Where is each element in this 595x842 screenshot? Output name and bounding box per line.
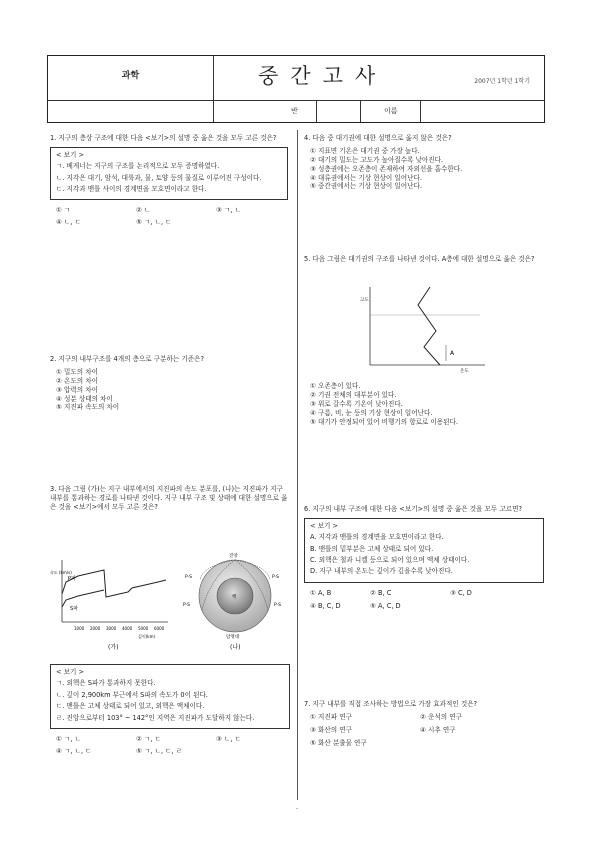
answer-choices [310, 589, 544, 611]
x-axis-label: 깊이(km) [138, 634, 156, 639]
header-divider [213, 100, 214, 122]
choice[interactable]: ③ 위로 갈수록 기온이 낮아진다. [310, 399, 403, 408]
bogi-item: ㄴ. 지각은 대기, 암석, 대륙과, 물, 토양 등의 물질로 이루어진 구성이다. [56, 173, 262, 182]
choice[interactable]: ② 온도의 차이 [56, 376, 98, 385]
choice[interactable]: ④ ㄴ, ㄷ [56, 218, 81, 227]
bogi-item: ㄱ. 외핵은 S파가 통과하지 못한다. [56, 679, 156, 688]
bogi-box [304, 518, 544, 583]
choice[interactable]: ④ 시추 연구 [420, 725, 456, 734]
header-row-divider [48, 100, 544, 101]
question-text: 5. 다음 그림은 대기권의 구조를 나타낸 것이다. A층에 대한 설명으로 옳은 것은? [304, 255, 535, 263]
x-tick: 5000 [138, 626, 149, 631]
choice[interactable]: ① ㄱ, ㄴ [56, 734, 81, 743]
atmosphere-temperature-graph [360, 283, 490, 373]
choice[interactable]: ③ ㄱ, ㄴ [216, 206, 241, 215]
choice[interactable]: ③ 성층권에는 오존층이 존재하여 자외선을 흡수한다. [310, 164, 463, 173]
bogi-box [50, 664, 290, 729]
choice[interactable]: ③ C, D [450, 588, 472, 597]
exam-date-info: 2007년 1학년 1학기 [474, 78, 530, 85]
choice[interactable]: ④ 성분 상태의 차이 [56, 394, 113, 403]
bogi-item: C. 외핵은 철과 니켈 등으로 되어 있으며 액체 상태이다. [310, 556, 470, 565]
choice[interactable]: ⑤ ㄱ, ㄴ, ㄷ, ㄹ [136, 746, 183, 755]
name-label: 이름 [384, 107, 398, 115]
globe-label-core: 핵 [232, 595, 237, 600]
choice[interactable]: ② 대기의 밀도는 고도가 높아질수록 낮아진다. [310, 155, 444, 164]
choice[interactable]: ① A, B [310, 588, 332, 597]
choice[interactable]: ① ㄱ [56, 206, 71, 215]
bogi-item: B. 맨틀의 밑부분은 고체 상태로 되어 있다. [310, 544, 434, 553]
y-axis-label: 고도 [360, 298, 369, 303]
choice[interactable]: ② 운석의 연구 [420, 712, 462, 721]
bogi-title: < 보기 > [56, 150, 84, 159]
question-text: 2. 지구의 내부구조를 4개의 층으로 구분하는 기준은? [50, 355, 204, 363]
question-7 [304, 700, 544, 748]
exam-title: 중간고사 [258, 64, 388, 88]
choice[interactable]: ② ㄴ [136, 206, 151, 215]
bogi-item: D. 지구 내부의 온도는 깊이가 깊을수록 낮아진다. [310, 567, 453, 576]
choice[interactable]: ⑤ 대기가 안정되어 있어 비행기의 항로로 이용된다. [310, 417, 458, 426]
column-divider [297, 130, 298, 800]
choice[interactable]: ④ 구름, 비, 눈 등의 기상 현상이 일어난다. [310, 408, 433, 417]
choice[interactable]: ① 오존층이 있다. [310, 382, 361, 390]
x-axis-label: 온도 [460, 369, 469, 373]
globe-label: P·S [272, 575, 280, 580]
question-1 [50, 134, 288, 227]
question-3-bogi [50, 660, 290, 756]
series-label: P파 [68, 576, 76, 582]
globe-label: P·S [274, 603, 282, 608]
choice[interactable]: ② B, C [370, 588, 392, 597]
answer-choices [310, 713, 544, 748]
choice[interactable]: ③ 화산의 연구 [310, 725, 352, 734]
question-2 [50, 355, 288, 412]
question-text: 4. 다음 중 대기권에 대한 설명으로 옳지 않은 것은? [304, 134, 452, 142]
bogi-box [50, 147, 288, 201]
bogi-item: ㄷ. 맨틀은 고체 상태로 되어 있고, 외핵은 액체이다. [56, 702, 205, 711]
velocity-depth-graph [48, 552, 173, 652]
globe-label: P·S [183, 603, 191, 608]
globe-label-epicenter: 진앙 [229, 554, 238, 559]
question-text: 7. 지구 내부를 직접 조사하는 방법으로 가장 효과적인 것은? [304, 700, 478, 708]
series-label: S파 [70, 606, 79, 612]
x-tick: 3000 [106, 626, 117, 631]
question-5-choices [304, 382, 544, 426]
y-axis-label: 속도 (km/s) [50, 570, 72, 575]
choice[interactable]: ① 밀도의 차이 [56, 367, 98, 376]
choice[interactable]: ⑤ 중간권에서는 기상 현상이 일어난다. [310, 182, 422, 191]
question-3 [50, 485, 290, 516]
bogi-title: < 보기 > [310, 521, 338, 530]
x-tick: 2000 [90, 626, 101, 631]
choice[interactable]: ④ ㄱ, ㄴ, ㄷ [56, 746, 92, 755]
bogi-item: ㄴ. 깊이 2,900km 부근에서 S파의 속도가 0이 된다. [56, 690, 208, 699]
x-tick: 6000 [154, 626, 165, 631]
question-text: 1. 지구의 층상 구조에 대한 다음 <보기>의 설명 중 옳은 것을 모두 고른 것은? [50, 134, 277, 142]
choice[interactable]: ① 지표면 기온은 대기권 중 가장 높다. [310, 146, 420, 155]
earth-seismic-path-figure [180, 548, 290, 653]
choice[interactable]: ⑤ 화산 분출물 연구 [310, 738, 367, 747]
bogi-item: ㄷ. 지각과 맨틀 사이의 경계면을 모호면이라고 한다. [56, 185, 207, 194]
answer-choices [56, 735, 290, 756]
question-4 [304, 134, 544, 191]
choice[interactable]: ① 지진파 연구 [310, 712, 352, 721]
globe-label: P·S [185, 575, 193, 580]
header-divider [420, 100, 421, 122]
choice[interactable]: ② 기권 전체의 대부분이 있다. [310, 390, 397, 399]
choice[interactable]: ③ 압력의 차이 [56, 385, 98, 394]
question-5 [304, 255, 544, 268]
choice[interactable]: ⑤ 지진파 속도의 차이 [56, 403, 120, 412]
subject-label: 과학 [121, 71, 140, 81]
page-footer: - [296, 805, 299, 812]
question-text: 3. 다음 그림 (가)는 지구 내부에서의 지진파의 속도 분포를, (나)는 지진파가 지구 내부를 통과하는 경로를 나타낸 것이다. 지구 내부 구조 및 상태에 대한 설명으로 옳은 것을 <보기>에서 모두 고른 것은? [50, 485, 288, 511]
choice[interactable]: ② ㄱ, ㄷ [136, 734, 161, 743]
figure-label: (나) [230, 644, 241, 651]
x-tick: 1000 [74, 626, 85, 631]
class-label: 반 [291, 107, 298, 115]
answer-choices [56, 206, 288, 227]
question-6 [304, 505, 544, 611]
bogi-item: A. 지각과 맨틀의 경계면을 모호면이라고 한다. [310, 533, 444, 542]
choice[interactable]: ⑤ ㄱ, ㄴ, ㄷ [136, 218, 172, 227]
header-divider [213, 56, 214, 100]
header-divider [316, 100, 317, 122]
bogi-title: < 보기 > [56, 668, 84, 676]
globe-label-shadow-zone: 암영대 [226, 635, 240, 640]
choice[interactable]: ④ B, C, D [310, 601, 341, 610]
question-text: 6. 지구의 내부 구조에 대한 다음 <보기>의 설명 중 옳은 것을 모두 고르면? [304, 505, 522, 513]
bogi-item: ㄹ. 진앙으로부터 103° ~ 142°인 지역은 지진파가 도달하지 않는다. [56, 713, 255, 722]
x-tick: 4000 [122, 626, 133, 631]
choice[interactable]: ③ ㄴ, ㄷ [216, 734, 241, 743]
bogi-item: ㄱ. 베게너는 지구의 구조를 논리적으로 모두 증명하였다. [56, 162, 220, 171]
exam-header [47, 55, 545, 123]
header-divider [360, 100, 361, 122]
figure-label: (가) [108, 644, 119, 651]
choice[interactable]: ④ 대류권에서는 기상 현상이 일어난다. [310, 173, 422, 182]
layer-a-label: A [450, 350, 455, 357]
choice[interactable]: ⑤ A, C, D [370, 601, 401, 610]
